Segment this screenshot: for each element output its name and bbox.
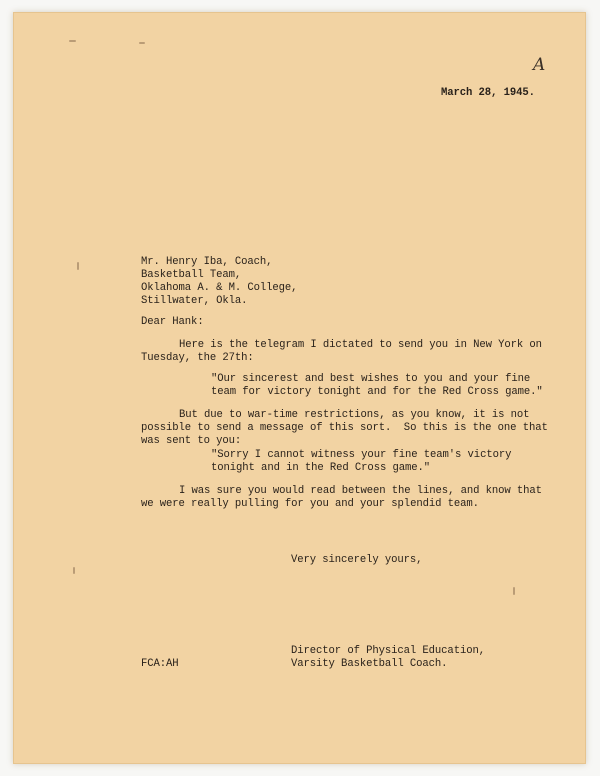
recipient-line: Stillwater, Okla. [141, 295, 248, 307]
paper-speck [513, 587, 515, 595]
recipient-line: Basketball Team, [141, 269, 242, 281]
body-paragraph-1 [141, 339, 542, 365]
body-paragraph-2 [141, 409, 548, 448]
complimentary-close: Very sincerely yours, [291, 554, 423, 566]
reference-initials: FCA:AH [141, 658, 179, 670]
letter-date: March 28, 1945. [441, 87, 535, 99]
paper-speck [69, 40, 76, 42]
body-paragraph-3 [141, 485, 542, 511]
salutation: Dear Hank: [141, 316, 204, 328]
recipient-line: Oklahoma A. & M. College, [141, 282, 298, 294]
body-paragraph-1-text: Here is the telegram I dictated to send you in New York on Tuesday, the 27th: [141, 339, 542, 364]
paper-speck [139, 42, 145, 44]
body-paragraph-3-text: I was sure you would read between the lines, and know that we were really pulling for you and your splendid team. [141, 485, 542, 510]
paper-speck [77, 262, 79, 270]
telegram-quote-1: "Our sincerest and best wishes to you and your fine team for victory tonight and for the Red Cross game." [211, 373, 543, 398]
recipient-line: Mr. Henry Iba, Coach, [141, 256, 273, 268]
paper-speck [73, 567, 75, 574]
handwritten-page-mark: A [533, 55, 546, 75]
telegram-quote-2: "Sorry I cannot witness your fine team's victory tonight and in the Red Cross game." [211, 449, 512, 474]
signature-block: Director of Physical Education, Varsity Basketball Coach. [291, 645, 485, 670]
recipient-address [141, 256, 297, 308]
letter-page [13, 12, 586, 764]
body-paragraph-2-text: But due to war-time restrictions, as you know, it is not possible to send a message of this sort. So this is the one that was sent to you: [141, 409, 548, 447]
